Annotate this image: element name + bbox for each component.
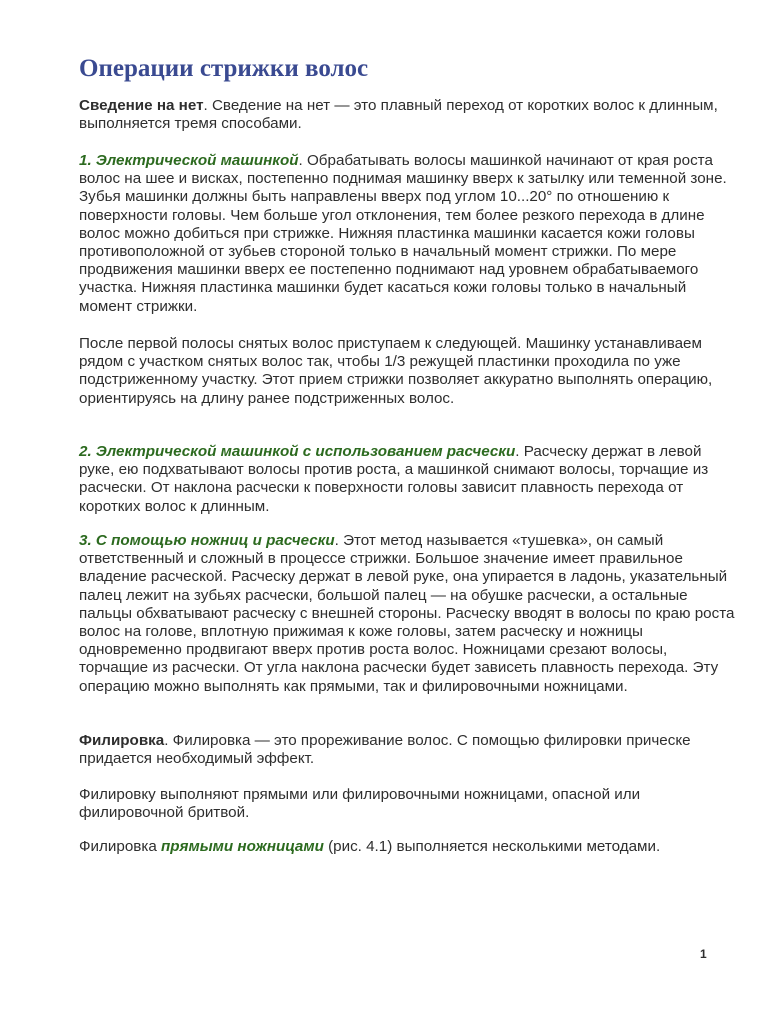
paragraph-text: . Филировка — это прореживание волос. С помощью филировки прическе придается необходимый эффект. [79, 732, 691, 768]
paragraph-pre: Филировка [79, 838, 161, 855]
document-title: Операции стрижки волос [79, 55, 369, 82]
page-number: 1 [700, 947, 707, 961]
paragraph-text: После первой полосы снятых волос приступаем к следующей. Машинку устанавливаем рядом с участком снятых волос так, чтобы 1/3 режущей пластинки проходила по уже подстриженному участку. Этот прием стрижки позволяет аккуратно выполнять операцию, ориентируясь на длину ранее подстриженных волос. [79, 335, 713, 407]
method-1-heading: 1. Электрической машинкой [79, 152, 299, 169]
term-filirovka: Филировка [79, 732, 165, 749]
paragraph-method-2 [79, 443, 739, 516]
paragraph-text: Филировку выполняют прямыми или филировочными ножницами, опасной или филировочной бритвой. [79, 786, 641, 822]
method-3-heading: 3. С помощью ножниц и расчески [79, 532, 335, 549]
term-svedenie: Сведение на нет [79, 97, 204, 114]
paragraph-straight-scissors [79, 838, 739, 856]
paragraph-text: . Расческу держат в левой руке, ею подхватывают волосы против роста, а машинкой снимают волосы, торчащие из расчески. От наклона расчески к поверхности головы зависит плавность перехода от коротких волос к длинным. [79, 443, 709, 515]
paragraph-text: . Обрабатывать волосы машинкой начинают от края роста волос на шее и висках, постепенно поднимая машинку вверх к затылку или теменной зоне. Зубья машинки должны быть направлены вверх под углом 10...20° по отношению к поверхности головы. Чем больше угол отклонения, тем более резкого перехода в длине волос можно добиться при стрижке. Нижняя пластинка машинки касается кожи головы противоположной от зубьев стороной только в начальный момент стрижки. По мере продвижения машинки вверх ее постепенно поднимают над уровнем обрабатываемого участка. Нижняя пластинка машинки будет касаться кожи головы только в начальный момент стрижки. [79, 152, 727, 315]
paragraph-method-3 [79, 532, 739, 696]
paragraph-filirovka-tools [79, 786, 739, 822]
paragraph-text: (рис. 4.1) выполняется несколькими методами. [323, 838, 661, 855]
paragraph-next-strip [79, 335, 739, 408]
paragraph-method-1 [79, 152, 739, 316]
paragraph-text: . Этот метод называется «тушевка», он самый ответственный и сложный в процессе стрижки. Большое значение имеет правильное владение расческой. Расческу держат в левой руке, она упирается в ладонь, указательный палец лежит на зубьях расчески, большой палец — на обушке расчески, а остальные пальцы обхватывают расческу с внешней стороны. Расческу вводят в волосы по краю роста волос на голове, вплотную прижимая к коже головы, затем расческу и ножницы одновременно продвигают вверх против роста волос. Ножницами срезают волосы, торчащие из расчески. От угла наклона расчески будет зависеть плавность перехода. Эту операцию можно выполнять как прямыми, так и филировочными ножницами. [79, 532, 735, 695]
paragraph-filirovka [79, 732, 739, 768]
method-2-heading: 2. Электрической машинкой с использованием расчески [79, 443, 516, 460]
term-straight-scissors: прямыми ножницами [160, 838, 324, 855]
paragraph-intro [79, 97, 739, 133]
paragraph-text: . Сведение на нет — это плавный переход от коротких волос к длинным, выполняется тремя способами. [79, 97, 718, 133]
